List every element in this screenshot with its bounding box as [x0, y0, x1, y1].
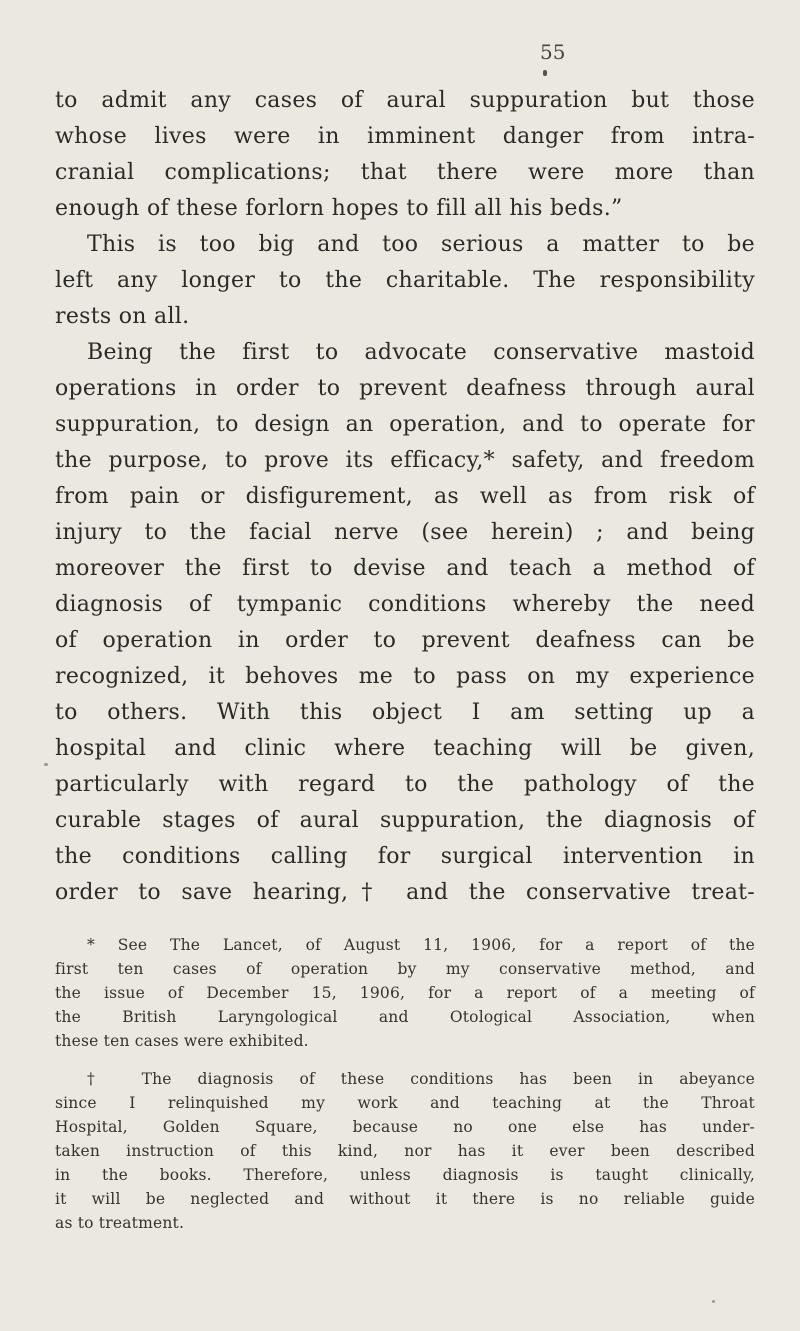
main-text-line: the conditions calling for surgical intervention in — [55, 844, 755, 869]
footnote-line: the issue of December 15, 1906, for a report of a meeting of — [55, 984, 755, 1002]
page-number: 55 — [540, 40, 566, 64]
main-text-line: diagnosis of tympanic conditions whereby the need — [55, 592, 755, 617]
main-text-line: moreover the first to devise and teach a method of — [55, 556, 755, 581]
footnote-line: as to treatment. — [55, 1214, 185, 1232]
footnote-line: Hospital, Golden Square, because no one else has under- — [55, 1118, 755, 1136]
main-text-line: the purpose, to prove its efficacy,* safety, and freedom — [55, 448, 755, 473]
main-text-line: of operation in order to prevent deafness can be — [55, 628, 755, 653]
footnote-line: * See The Lancet, of August 11, 1906, for a report of the — [87, 936, 755, 954]
main-text-line: suppuration, to design an operation, and to operate for — [55, 412, 755, 437]
main-text-line: injury to the facial nerve (see herein) ; and being — [55, 520, 755, 545]
main-text-line: whose lives were in imminent danger from intra- — [55, 124, 755, 149]
print-speck — [712, 1300, 715, 1303]
main-text-line: from pain or disfigurement, as well as from risk of — [55, 484, 755, 509]
footnote-line: since I relinquished my work and teaching at the Throat — [55, 1094, 755, 1112]
footnote-line: these ten cases were exhibited. — [55, 1032, 309, 1050]
main-text-line: order to save hearing,† and the conservative treat- — [55, 880, 755, 905]
main-text-line: This is too big and too serious a matter to be — [87, 232, 755, 257]
main-text-line: to others. With this object I am setting up a — [55, 700, 755, 725]
footnote-line: † The diagnosis of these conditions has been in abeyance — [87, 1070, 755, 1088]
main-text-line: curable stages of aural suppuration, the diagnosis of — [55, 808, 755, 833]
print-speck — [543, 70, 547, 76]
main-text-line: hospital and clinic where teaching will be given, — [55, 736, 755, 761]
print-speck — [44, 763, 48, 766]
main-text-line: cranial complications; that there were more than — [55, 160, 755, 185]
main-text-line: recognized, it behoves me to pass on my experience — [55, 664, 755, 689]
main-text-line: Being the first to advocate conservative mastoid — [87, 340, 755, 365]
footnote-line: in the books. Therefore, unless diagnosis is taught clinically, — [55, 1166, 755, 1184]
main-text-line: enough of these forlorn hopes to fill all his beds.” — [55, 196, 623, 221]
main-text-line: left any longer to the charitable. The responsibility — [55, 268, 755, 293]
footnote-line: it will be neglected and without it there is no reliable guide — [55, 1190, 755, 1208]
footnote-line: taken instruction of this kind, nor has it ever been described — [55, 1142, 755, 1160]
footnote-line: first ten cases of operation by my conservative method, and — [55, 960, 755, 978]
main-text-line: operations in order to prevent deafness through aural — [55, 376, 755, 401]
footnote-line: the British Laryngological and Otological Association, when — [55, 1008, 755, 1026]
main-text-line: rests on all. — [55, 304, 190, 329]
main-text-line: to admit any cases of aural suppuration but those — [55, 88, 755, 113]
main-text-line: particularly with regard to the pathology of the — [55, 772, 755, 797]
